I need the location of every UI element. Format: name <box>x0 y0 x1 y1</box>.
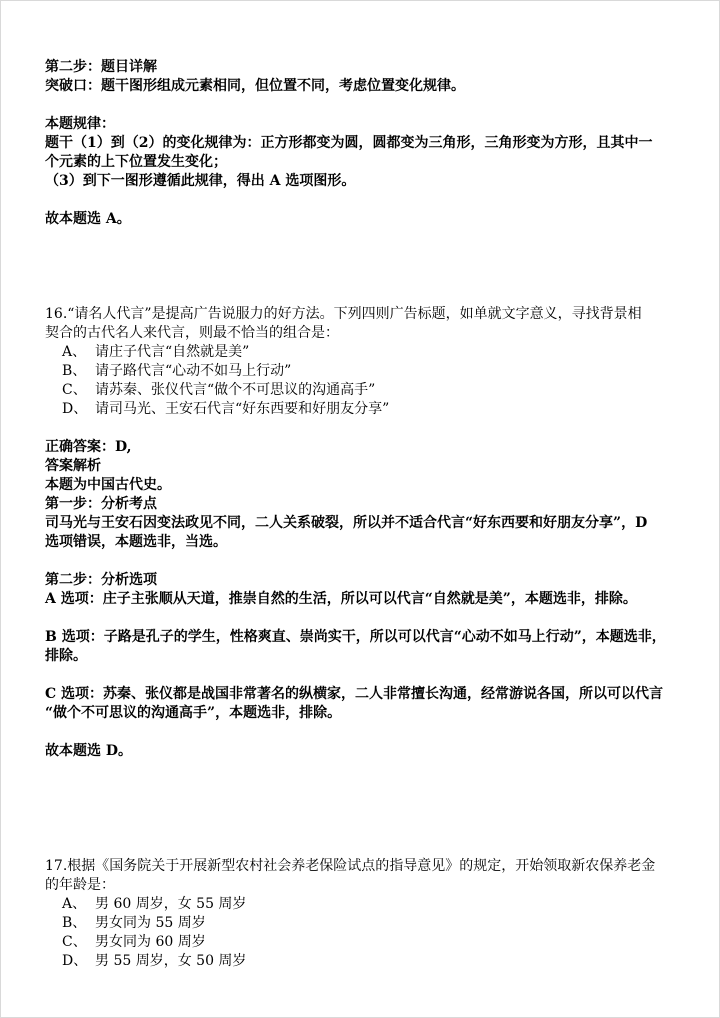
q16-c-explain-line1: C 选项：苏秦、张仪都是战国非常著名的纵横家，二人非常擅长沟通，经常游说各国，所以可以代言 <box>45 686 664 702</box>
q17-stem-line2: 的年龄是： <box>45 877 115 893</box>
option-text: 请庄子代言“自然就是美” <box>95 344 250 360</box>
q17-stem-line1: 17.根据《国务院关于开展新型农村社会养老保险试点的指导意见》的规定，开始领取新农保养老金 <box>45 858 656 874</box>
q16-analysis-title: 答案解析 <box>45 458 101 474</box>
q16-option-a[interactable] <box>62 343 679 362</box>
q17-option-a[interactable] <box>62 895 679 914</box>
q17-option-d[interactable] <box>62 952 679 971</box>
q17-option-b[interactable] <box>62 914 679 933</box>
s1-rule-title: 本题规律： <box>45 116 115 132</box>
option-letter: D、 <box>62 401 88 417</box>
q16-step1-line1: 司马光与王安石因变法政见不同，二人关系破裂，所以并不适合代言“好东西要和好朋友分享”，D <box>45 515 648 531</box>
q16-step2: 第二步：分析选项 <box>45 572 157 588</box>
option-text: 男女同为 55 周岁 <box>95 915 206 931</box>
document-page <box>45 58 679 971</box>
option-text: 男女同为 60 周岁 <box>95 934 206 950</box>
s1-rule-line1: 题干（1）到（2）的变化规律为：正方形都变为圆，圆都变为三角形，三角形变为方形，且其中一 <box>45 135 653 151</box>
q16-option-c[interactable] <box>62 381 679 400</box>
option-letter: A、 <box>62 344 87 360</box>
q16-stem-line2: 契合的古代名人来代言，则最不恰当的组合是： <box>45 325 339 341</box>
option-text: 请司马光、王安石代言“好东西要和好朋友分享” <box>95 401 390 417</box>
q16-option-b[interactable] <box>62 362 679 381</box>
q16-a-explain: A 选项：庄子主张顺从天道，推崇自然的生活，所以可以代言“自然就是美”，本题选非，排除。 <box>45 591 637 607</box>
option-text: 请苏秦、张仪代言“做个不可思议的沟通高手” <box>95 382 376 398</box>
s1-step2-title: 第二步：题目详解 <box>45 59 157 75</box>
s1-breakthrough: 突破口：题干图形组成元素相同，但位置不同，考虑位置变化规律。 <box>45 78 465 94</box>
option-text: 男 60 周岁，女 55 周岁 <box>95 896 247 912</box>
option-letter: A、 <box>62 896 87 912</box>
q16-c-explain-line2: “做个不可思议的沟通高手”，本题选非，排除。 <box>45 705 342 721</box>
q16-topic: 本题为中国古代史。 <box>45 477 171 493</box>
option-letter: B、 <box>62 915 87 931</box>
option-letter: D、 <box>62 953 88 969</box>
s1-conclusion: 故本题选 A。 <box>45 211 131 227</box>
q17-option-c[interactable] <box>62 933 679 952</box>
q16-step1-line2: 选项错误，本题选非，当选。 <box>45 534 227 550</box>
option-letter: C、 <box>62 934 87 950</box>
option-text: 请子路代言“心动不如马上行动” <box>95 363 292 379</box>
s1-rule-line3: （3）到下一图形遵循此规律，得出 A 选项图形。 <box>45 173 356 189</box>
q16-conclusion: 故本题选 D。 <box>45 743 133 759</box>
q16-answer: 正确答案：D, <box>45 439 132 455</box>
option-letter: C、 <box>62 382 87 398</box>
q16-b-explain-line2: 排除。 <box>45 648 87 664</box>
q16-b-explain-line1: B 选项：子路是孔子的学生，性格爽直、崇尚实干，所以可以代言“心动不如马上行动”，本题选非， <box>45 629 666 645</box>
option-text: 男 55 周岁，女 50 周岁 <box>95 953 247 969</box>
q16-step1: 第一步：分析考点 <box>45 496 157 512</box>
s1-rule-line2: 个元素的上下位置发生变化； <box>45 154 227 170</box>
q16-option-d[interactable] <box>62 400 679 419</box>
option-letter: B、 <box>62 363 87 379</box>
q16-stem-line1: 16.“请名人代言”是提高广告说服力的好方法。下列四则广告标题，如单就文字意义，寻找背景相 <box>45 306 642 322</box>
